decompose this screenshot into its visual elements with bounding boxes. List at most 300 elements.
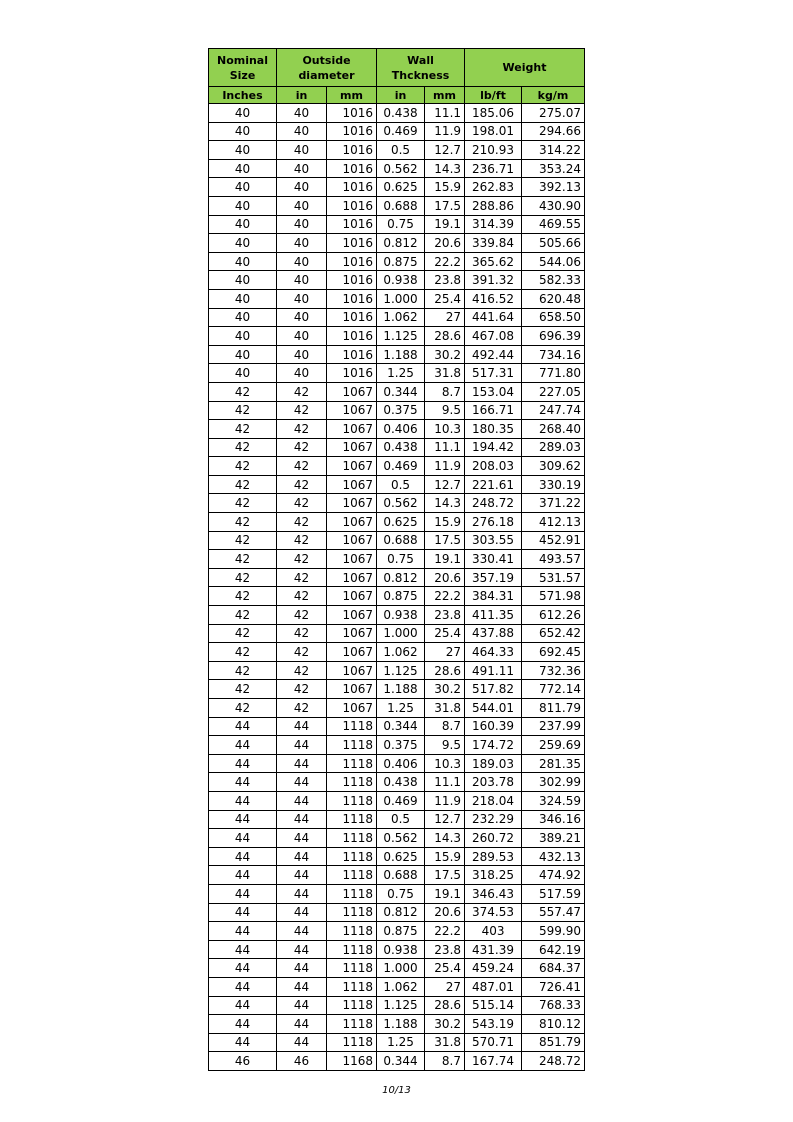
wall-mm-cell: 25.4 bbox=[425, 624, 465, 643]
weight-lb-ft-cell: 166.71 bbox=[465, 401, 522, 420]
wall-in-cell: 1.062 bbox=[377, 977, 425, 996]
od-in-cell: 44 bbox=[277, 1015, 327, 1034]
weight-lb-ft-cell: 384.31 bbox=[465, 587, 522, 606]
weight-lb-ft-cell: 441.64 bbox=[465, 308, 522, 327]
weight-lb-ft-cell: 403 bbox=[465, 922, 522, 941]
table-row bbox=[209, 866, 585, 885]
od-mm-cell: 1016 bbox=[327, 215, 377, 234]
nominal-size-cell: 40 bbox=[209, 364, 277, 383]
weight-kg-m-cell: 346.16 bbox=[522, 810, 585, 829]
wall-in-cell: 0.438 bbox=[377, 773, 425, 792]
wall-mm-cell: 11.9 bbox=[425, 122, 465, 141]
od-in-cell: 44 bbox=[277, 810, 327, 829]
od-in-cell: 40 bbox=[277, 215, 327, 234]
nominal-size-cell: 42 bbox=[209, 475, 277, 494]
od-in-cell: 42 bbox=[277, 680, 327, 699]
wall-in-cell: 0.75 bbox=[377, 884, 425, 903]
od-mm-cell: 1118 bbox=[327, 791, 377, 810]
od-mm-cell: 1118 bbox=[327, 1015, 377, 1034]
wall-in-cell: 0.344 bbox=[377, 1052, 425, 1071]
table-row bbox=[209, 438, 585, 457]
wall-mm-cell: 30.2 bbox=[425, 345, 465, 364]
od-mm-cell: 1016 bbox=[327, 141, 377, 160]
table-row bbox=[209, 178, 585, 197]
od-in-cell: 42 bbox=[277, 420, 327, 439]
od-mm-cell: 1067 bbox=[327, 699, 377, 718]
wall-in-cell: 0.75 bbox=[377, 215, 425, 234]
table-row bbox=[209, 196, 585, 215]
od-in-cell: 40 bbox=[277, 141, 327, 160]
wall-thickness-header: Wall Thckness bbox=[377, 49, 465, 87]
wall-mm-cell: 10.3 bbox=[425, 754, 465, 773]
wall-in-cell: 0.5 bbox=[377, 810, 425, 829]
od-in-cell: 44 bbox=[277, 717, 327, 736]
nominal-size-cell: 42 bbox=[209, 550, 277, 569]
od-in-cell: 42 bbox=[277, 382, 327, 401]
wall-mm-cell: 30.2 bbox=[425, 1015, 465, 1034]
od-mm-cell: 1118 bbox=[327, 884, 377, 903]
od-mm-cell: 1016 bbox=[327, 159, 377, 178]
weight-lb-ft-cell: 416.52 bbox=[465, 289, 522, 308]
wall-mm-cell: 12.7 bbox=[425, 141, 465, 160]
wall-in-cell: 1.062 bbox=[377, 308, 425, 327]
weight-kg-m-cell: 412.13 bbox=[522, 513, 585, 532]
weight-lb-ft-cell: 289.53 bbox=[465, 847, 522, 866]
nominal-size-cell: 42 bbox=[209, 382, 277, 401]
weight-lb-ft-cell: 365.62 bbox=[465, 252, 522, 271]
wall-in-cell: 0.375 bbox=[377, 401, 425, 420]
wall-in-cell: 0.344 bbox=[377, 717, 425, 736]
nominal-size-cell: 40 bbox=[209, 345, 277, 364]
table-row bbox=[209, 215, 585, 234]
nominal-size-cell: 44 bbox=[209, 717, 277, 736]
weight-header: Weight bbox=[465, 49, 585, 87]
od-in-cell: 42 bbox=[277, 606, 327, 625]
weight-kg-m-cell: 505.66 bbox=[522, 234, 585, 253]
weight-lb-ft-cell: 180.35 bbox=[465, 420, 522, 439]
table-row bbox=[209, 959, 585, 978]
wall-mm-cell: 8.7 bbox=[425, 1052, 465, 1071]
wall-in-cell: 1.25 bbox=[377, 699, 425, 718]
od-mm-cell: 1118 bbox=[327, 866, 377, 885]
wall-in-cell: 1.188 bbox=[377, 680, 425, 699]
wall-mm-cell: 11.1 bbox=[425, 438, 465, 457]
weight-kg-m-cell: 658.50 bbox=[522, 308, 585, 327]
nominal-size-cell: 44 bbox=[209, 810, 277, 829]
nominal-size-cell: 40 bbox=[209, 196, 277, 215]
od-in-cell: 40 bbox=[277, 159, 327, 178]
weight-kg-m-cell: 531.57 bbox=[522, 568, 585, 587]
od-mm-cell: 1016 bbox=[327, 178, 377, 197]
weight-kg-m-cell: 771.80 bbox=[522, 364, 585, 383]
weight-kg-m-cell: 371.22 bbox=[522, 494, 585, 513]
nominal-size-cell: 44 bbox=[209, 1015, 277, 1034]
od-in-cell: 42 bbox=[277, 531, 327, 550]
weight-lb-ft-cell: 260.72 bbox=[465, 829, 522, 848]
nominal-size-cell: 40 bbox=[209, 178, 277, 197]
wall-mm-cell: 15.9 bbox=[425, 847, 465, 866]
weight-kg-m-cell: 571.98 bbox=[522, 587, 585, 606]
wall-in-cell: 0.406 bbox=[377, 754, 425, 773]
nominal-size-cell: 42 bbox=[209, 643, 277, 662]
od-mm-cell: 1118 bbox=[327, 977, 377, 996]
od-mm-cell: 1016 bbox=[327, 364, 377, 383]
nominal-size-cell: 40 bbox=[209, 122, 277, 141]
od-in-cell: 44 bbox=[277, 1033, 327, 1052]
table-row bbox=[209, 475, 585, 494]
nominal-size-cell: 42 bbox=[209, 699, 277, 718]
od-in-cell: 42 bbox=[277, 699, 327, 718]
od-in-cell: 40 bbox=[277, 327, 327, 346]
od-in-cell: 42 bbox=[277, 624, 327, 643]
table-row bbox=[209, 624, 585, 643]
wall-in-cell: 0.875 bbox=[377, 922, 425, 941]
nominal-size-cell: 44 bbox=[209, 959, 277, 978]
od-mm-cell: 1118 bbox=[327, 810, 377, 829]
table-row bbox=[209, 122, 585, 141]
weight-lb-ft-cell: 491.11 bbox=[465, 661, 522, 680]
nominal-size-cell: 40 bbox=[209, 327, 277, 346]
od-in-cell: 40 bbox=[277, 234, 327, 253]
table-row bbox=[209, 568, 585, 587]
wall-in-cell: 0.562 bbox=[377, 159, 425, 178]
nominal-size-cell: 42 bbox=[209, 438, 277, 457]
od-in-cell: 44 bbox=[277, 773, 327, 792]
wall-in-cell: 0.5 bbox=[377, 475, 425, 494]
weight-lb-ft-cell: 303.55 bbox=[465, 531, 522, 550]
wall-mm-cell: 31.8 bbox=[425, 364, 465, 383]
wall-mm-cell: 27 bbox=[425, 308, 465, 327]
table-body bbox=[209, 104, 585, 1071]
table-row bbox=[209, 271, 585, 290]
wall-mm-cell: 28.6 bbox=[425, 327, 465, 346]
weight-lb-ft-cell: 194.42 bbox=[465, 438, 522, 457]
od-mm-cell: 1016 bbox=[327, 327, 377, 346]
od-mm-cell: 1016 bbox=[327, 104, 377, 123]
od-in-cell: 44 bbox=[277, 959, 327, 978]
od-in-cell: 42 bbox=[277, 550, 327, 569]
table-row bbox=[209, 791, 585, 810]
wall-mm-cell: 17.5 bbox=[425, 196, 465, 215]
table-row bbox=[209, 847, 585, 866]
od-mm-cell: 1067 bbox=[327, 568, 377, 587]
od-mm-cell: 1016 bbox=[327, 252, 377, 271]
od-mm-cell: 1067 bbox=[327, 382, 377, 401]
weight-kg-m-cell: 432.13 bbox=[522, 847, 585, 866]
weight-kg-m-cell: 430.90 bbox=[522, 196, 585, 215]
wall-mm-cell: 14.3 bbox=[425, 494, 465, 513]
weight-lb-ft-cell: 318.25 bbox=[465, 866, 522, 885]
weight-kg-m-cell: 642.19 bbox=[522, 940, 585, 959]
nominal-size-cell: 40 bbox=[209, 104, 277, 123]
wall-mm-cell: 23.8 bbox=[425, 271, 465, 290]
weight-kg-m-cell: 474.92 bbox=[522, 866, 585, 885]
wall-mm-cell: 8.7 bbox=[425, 382, 465, 401]
weight-kg-m-cell: 810.12 bbox=[522, 1015, 585, 1034]
table-row bbox=[209, 1033, 585, 1052]
wall-mm-cell: 25.4 bbox=[425, 959, 465, 978]
weight-kg-m-cell: 452.91 bbox=[522, 531, 585, 550]
od-in-cell: 40 bbox=[277, 104, 327, 123]
wall-in-cell: 1.25 bbox=[377, 1033, 425, 1052]
table-row bbox=[209, 1052, 585, 1071]
wall-in-cell: 0.938 bbox=[377, 940, 425, 959]
table-row bbox=[209, 234, 585, 253]
wall-in-cell: 1.125 bbox=[377, 327, 425, 346]
od-in-cell: 44 bbox=[277, 829, 327, 848]
weight-kg-m-cell: 324.59 bbox=[522, 791, 585, 810]
weight-lb-ft-cell: 236.71 bbox=[465, 159, 522, 178]
od-mm-cell: 1118 bbox=[327, 736, 377, 755]
table-row bbox=[209, 1015, 585, 1034]
unit-header-row bbox=[209, 87, 585, 104]
wall-mm-cell: 27 bbox=[425, 977, 465, 996]
wall-mm-cell: 11.9 bbox=[425, 791, 465, 810]
weight-kg-m-cell: 692.45 bbox=[522, 643, 585, 662]
weight-kg-m-cell: 227.05 bbox=[522, 382, 585, 401]
table-row bbox=[209, 364, 585, 383]
weight-kg-m-cell: 544.06 bbox=[522, 252, 585, 271]
weight-lb-ft-cell: 262.83 bbox=[465, 178, 522, 197]
table-row bbox=[209, 977, 585, 996]
weight-lb-ft-cell: 208.03 bbox=[465, 457, 522, 476]
od-mm-cell: 1067 bbox=[327, 457, 377, 476]
wall-mm-cell: 31.8 bbox=[425, 1033, 465, 1052]
wall-mm-cell: 14.3 bbox=[425, 159, 465, 178]
weight-kg-m-cell: 392.13 bbox=[522, 178, 585, 197]
unit-header-od-mm: mm bbox=[327, 87, 377, 104]
wall-in-cell: 1.062 bbox=[377, 643, 425, 662]
table-row bbox=[209, 457, 585, 476]
weight-kg-m-cell: 469.55 bbox=[522, 215, 585, 234]
od-mm-cell: 1067 bbox=[327, 550, 377, 569]
od-in-cell: 42 bbox=[277, 438, 327, 457]
table-row bbox=[209, 940, 585, 959]
weight-lb-ft-cell: 437.88 bbox=[465, 624, 522, 643]
table-row bbox=[209, 754, 585, 773]
unit-header-wall-mm: mm bbox=[425, 87, 465, 104]
weight-lb-ft-cell: 515.14 bbox=[465, 996, 522, 1015]
table-row bbox=[209, 327, 585, 346]
od-in-cell: 46 bbox=[277, 1052, 327, 1071]
weight-lb-ft-cell: 248.72 bbox=[465, 494, 522, 513]
table-row bbox=[209, 922, 585, 941]
table-row bbox=[209, 587, 585, 606]
od-in-cell: 44 bbox=[277, 791, 327, 810]
wall-in-cell: 1.125 bbox=[377, 996, 425, 1015]
table-row bbox=[209, 717, 585, 736]
nominal-size-cell: 44 bbox=[209, 847, 277, 866]
weight-lb-ft-cell: 431.39 bbox=[465, 940, 522, 959]
weight-kg-m-cell: 268.40 bbox=[522, 420, 585, 439]
wall-mm-cell: 19.1 bbox=[425, 215, 465, 234]
od-mm-cell: 1118 bbox=[327, 903, 377, 922]
od-in-cell: 42 bbox=[277, 643, 327, 662]
weight-kg-m-cell: 732.36 bbox=[522, 661, 585, 680]
table-row bbox=[209, 996, 585, 1015]
weight-lb-ft-cell: 357.19 bbox=[465, 568, 522, 587]
wall-in-cell: 0.688 bbox=[377, 196, 425, 215]
wall-in-cell: 0.812 bbox=[377, 234, 425, 253]
nominal-size-cell: 42 bbox=[209, 494, 277, 513]
weight-kg-m-cell: 309.62 bbox=[522, 457, 585, 476]
table-row bbox=[209, 736, 585, 755]
od-in-cell: 44 bbox=[277, 754, 327, 773]
od-mm-cell: 1016 bbox=[327, 122, 377, 141]
od-in-cell: 40 bbox=[277, 345, 327, 364]
table-row bbox=[209, 643, 585, 662]
od-mm-cell: 1067 bbox=[327, 661, 377, 680]
wall-in-cell: 0.688 bbox=[377, 866, 425, 885]
wall-in-cell: 0.562 bbox=[377, 494, 425, 513]
weight-lb-ft-cell: 167.74 bbox=[465, 1052, 522, 1071]
weight-lb-ft-cell: 487.01 bbox=[465, 977, 522, 996]
weight-lb-ft-cell: 467.08 bbox=[465, 327, 522, 346]
nominal-size-cell: 44 bbox=[209, 922, 277, 941]
wall-in-cell: 0.875 bbox=[377, 587, 425, 606]
weight-lb-ft-cell: 411.35 bbox=[465, 606, 522, 625]
wall-mm-cell: 27 bbox=[425, 643, 465, 662]
wall-mm-cell: 22.2 bbox=[425, 587, 465, 606]
weight-kg-m-cell: 768.33 bbox=[522, 996, 585, 1015]
table-row bbox=[209, 104, 585, 123]
table-row bbox=[209, 159, 585, 178]
nominal-size-cell: 42 bbox=[209, 401, 277, 420]
weight-lb-ft-cell: 544.01 bbox=[465, 699, 522, 718]
od-mm-cell: 1118 bbox=[327, 922, 377, 941]
pipe-dimensions-table-container bbox=[208, 48, 584, 1071]
nominal-size-cell: 44 bbox=[209, 977, 277, 996]
od-in-cell: 42 bbox=[277, 513, 327, 532]
wall-in-cell: 0.469 bbox=[377, 791, 425, 810]
weight-kg-m-cell: 389.21 bbox=[522, 829, 585, 848]
od-mm-cell: 1016 bbox=[327, 271, 377, 290]
nominal-size-cell: 40 bbox=[209, 141, 277, 160]
group-header-row bbox=[209, 49, 585, 87]
nominal-size-cell: 42 bbox=[209, 624, 277, 643]
weight-lb-ft-cell: 276.18 bbox=[465, 513, 522, 532]
wall-mm-cell: 22.2 bbox=[425, 252, 465, 271]
weight-lb-ft-cell: 314.39 bbox=[465, 215, 522, 234]
nominal-size-cell: 44 bbox=[209, 866, 277, 885]
nominal-size-cell: 40 bbox=[209, 308, 277, 327]
weight-lb-ft-cell: 153.04 bbox=[465, 382, 522, 401]
nominal-size-cell: 40 bbox=[209, 289, 277, 308]
wall-mm-cell: 28.6 bbox=[425, 661, 465, 680]
nominal-size-cell: 44 bbox=[209, 829, 277, 848]
weight-kg-m-cell: 281.35 bbox=[522, 754, 585, 773]
wall-mm-cell: 17.5 bbox=[425, 531, 465, 550]
weight-lb-ft-cell: 160.39 bbox=[465, 717, 522, 736]
weight-kg-m-cell: 493.57 bbox=[522, 550, 585, 569]
od-in-cell: 44 bbox=[277, 903, 327, 922]
weight-lb-ft-cell: 570.71 bbox=[465, 1033, 522, 1052]
weight-kg-m-cell: 294.66 bbox=[522, 122, 585, 141]
wall-in-cell: 0.625 bbox=[377, 847, 425, 866]
wall-in-cell: 0.5 bbox=[377, 141, 425, 160]
weight-kg-m-cell: 734.16 bbox=[522, 345, 585, 364]
table-row bbox=[209, 141, 585, 160]
weight-lb-ft-cell: 374.53 bbox=[465, 903, 522, 922]
nominal-size-header: Nominal Size bbox=[209, 49, 277, 87]
od-in-cell: 42 bbox=[277, 475, 327, 494]
wall-mm-cell: 15.9 bbox=[425, 513, 465, 532]
weight-lb-ft-cell: 221.61 bbox=[465, 475, 522, 494]
weight-kg-m-cell: 612.26 bbox=[522, 606, 585, 625]
wall-in-cell: 1.000 bbox=[377, 959, 425, 978]
od-mm-cell: 1118 bbox=[327, 996, 377, 1015]
od-mm-cell: 1168 bbox=[327, 1052, 377, 1071]
table-row bbox=[209, 401, 585, 420]
od-mm-cell: 1016 bbox=[327, 234, 377, 253]
weight-kg-m-cell: 620.48 bbox=[522, 289, 585, 308]
od-in-cell: 42 bbox=[277, 457, 327, 476]
wall-in-cell: 0.938 bbox=[377, 606, 425, 625]
od-in-cell: 44 bbox=[277, 977, 327, 996]
od-mm-cell: 1016 bbox=[327, 345, 377, 364]
od-mm-cell: 1016 bbox=[327, 308, 377, 327]
table-row bbox=[209, 382, 585, 401]
weight-lb-ft-cell: 492.44 bbox=[465, 345, 522, 364]
weight-kg-m-cell: 811.79 bbox=[522, 699, 585, 718]
wall-in-cell: 0.938 bbox=[377, 271, 425, 290]
wall-mm-cell: 11.9 bbox=[425, 457, 465, 476]
od-mm-cell: 1067 bbox=[327, 438, 377, 457]
wall-mm-cell: 20.6 bbox=[425, 568, 465, 587]
weight-lb-ft-cell: 218.04 bbox=[465, 791, 522, 810]
weight-lb-ft-cell: 210.93 bbox=[465, 141, 522, 160]
wall-in-cell: 0.875 bbox=[377, 252, 425, 271]
wall-mm-cell: 14.3 bbox=[425, 829, 465, 848]
table-row bbox=[209, 494, 585, 513]
weight-lb-ft-cell: 464.33 bbox=[465, 643, 522, 662]
wall-in-cell: 1.188 bbox=[377, 1015, 425, 1034]
weight-kg-m-cell: 726.41 bbox=[522, 977, 585, 996]
weight-kg-m-cell: 330.19 bbox=[522, 475, 585, 494]
unit-header-od-in: in bbox=[277, 87, 327, 104]
table-row bbox=[209, 699, 585, 718]
weight-lb-ft-cell: 232.29 bbox=[465, 810, 522, 829]
wall-in-cell: 0.438 bbox=[377, 438, 425, 457]
nominal-size-cell: 42 bbox=[209, 531, 277, 550]
wall-mm-cell: 8.7 bbox=[425, 717, 465, 736]
nominal-size-cell: 42 bbox=[209, 680, 277, 699]
weight-kg-m-cell: 772.14 bbox=[522, 680, 585, 699]
od-in-cell: 42 bbox=[277, 587, 327, 606]
od-mm-cell: 1118 bbox=[327, 773, 377, 792]
weight-kg-m-cell: 684.37 bbox=[522, 959, 585, 978]
wall-mm-cell: 19.1 bbox=[425, 884, 465, 903]
od-mm-cell: 1067 bbox=[327, 475, 377, 494]
od-mm-cell: 1016 bbox=[327, 196, 377, 215]
od-in-cell: 40 bbox=[277, 122, 327, 141]
table-row bbox=[209, 829, 585, 848]
table-row bbox=[209, 252, 585, 271]
nominal-size-cell: 40 bbox=[209, 234, 277, 253]
weight-lb-ft-cell: 203.78 bbox=[465, 773, 522, 792]
wall-in-cell: 0.344 bbox=[377, 382, 425, 401]
weight-kg-m-cell: 557.47 bbox=[522, 903, 585, 922]
nominal-size-cell: 42 bbox=[209, 587, 277, 606]
od-in-cell: 44 bbox=[277, 996, 327, 1015]
nominal-size-cell: 44 bbox=[209, 940, 277, 959]
wall-in-cell: 1.125 bbox=[377, 661, 425, 680]
table-row bbox=[209, 420, 585, 439]
weight-kg-m-cell: 353.24 bbox=[522, 159, 585, 178]
weight-lb-ft-cell: 198.01 bbox=[465, 122, 522, 141]
table-row bbox=[209, 884, 585, 903]
page-number: 10/13 bbox=[382, 1085, 411, 1096]
